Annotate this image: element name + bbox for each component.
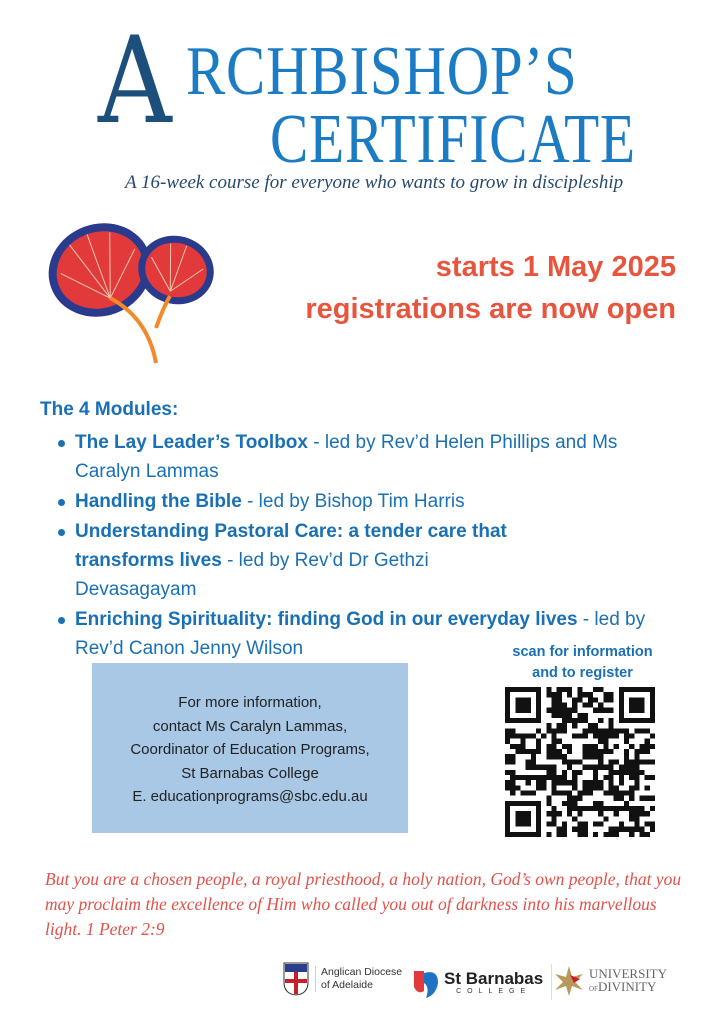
- logo-university-of-divinity: [552, 965, 667, 997]
- subtitle: A 16-week course for everyone who wants to grow in discipleship: [125, 172, 624, 193]
- uod-of: OF: [589, 984, 598, 993]
- logo-st-barnabas: [412, 964, 552, 1000]
- title-line1: RCHBISHOP’S: [186, 33, 578, 110]
- divinity-star-icon: [552, 965, 586, 997]
- sbc-subtitle: COLLEGE: [456, 987, 532, 995]
- registrations-open: registrations are now open: [305, 293, 676, 325]
- title-initial: A: [98, 12, 172, 151]
- info-box: [92, 663, 408, 833]
- st-barnabas-crest-icon: [412, 965, 440, 999]
- uod-name: [589, 980, 667, 996]
- bible-quote: But you are a chosen people, a royal priesthood, a holy nation, God’s own people, that you may proclaim the excellence of Him who called you out of darkness into his marvellous light. 1 Peter 2:9: [45, 869, 682, 939]
- module-title: The Lay Leader’s Toolbox: [75, 432, 308, 453]
- module-item: [55, 517, 675, 604]
- info-line: contact Ms Caralyn Lammas,: [152, 717, 348, 735]
- qr-code[interactable]: [505, 687, 655, 837]
- module-item: [55, 487, 675, 516]
- info-line: Coordinator of Education Programs,: [130, 741, 370, 758]
- qr-caption: [495, 642, 670, 684]
- start-date: starts 1 May 2025: [435, 251, 676, 283]
- title-line2: CERTIFICATE: [270, 101, 636, 178]
- module-leader: - led by Rev’d Dr Gethzi Devasagayam: [75, 550, 429, 600]
- diocese-name: of Adelaide: [321, 979, 373, 991]
- modules-heading: The 4 Modules:: [40, 399, 179, 420]
- qr-caption-line: and to register: [532, 665, 633, 681]
- diocese-name: Anglican Diocese: [321, 966, 403, 978]
- sbc-name: St Barnabas: [444, 968, 544, 988]
- module-item: [55, 428, 675, 486]
- qr-caption-line: scan for information: [512, 644, 653, 660]
- modules-list: [55, 428, 675, 664]
- uod-name: UNIVERSITY: [589, 965, 667, 981]
- logo-diocese: [283, 962, 402, 996]
- module-title: Enriching Spirituality: finding God in our everyday lives: [75, 609, 578, 630]
- contact-email[interactable]: E. educationprograms@sbc.edu.au: [132, 788, 368, 805]
- module-title: Understanding Pastoral Care: a tender care that transforms lives: [75, 521, 507, 571]
- diocese-shield-icon: [283, 962, 309, 996]
- module-title: Handling the Bible: [75, 491, 242, 512]
- module-leader: - led by Rev’d Helen Phillips and Ms Caralyn Lammas: [75, 432, 618, 482]
- flower-illustration: [38, 208, 228, 368]
- info-line: For more information,: [178, 694, 322, 711]
- qr-modules: [505, 687, 655, 837]
- module-leader: - led by Bishop Tim Harris: [241, 491, 465, 512]
- uod-divinity: DIVINITY: [597, 978, 657, 994]
- info-line: St Barnabas College: [181, 764, 319, 782]
- module-leader: - led by Rev’d Canon Jenny Wilson: [75, 609, 646, 659]
